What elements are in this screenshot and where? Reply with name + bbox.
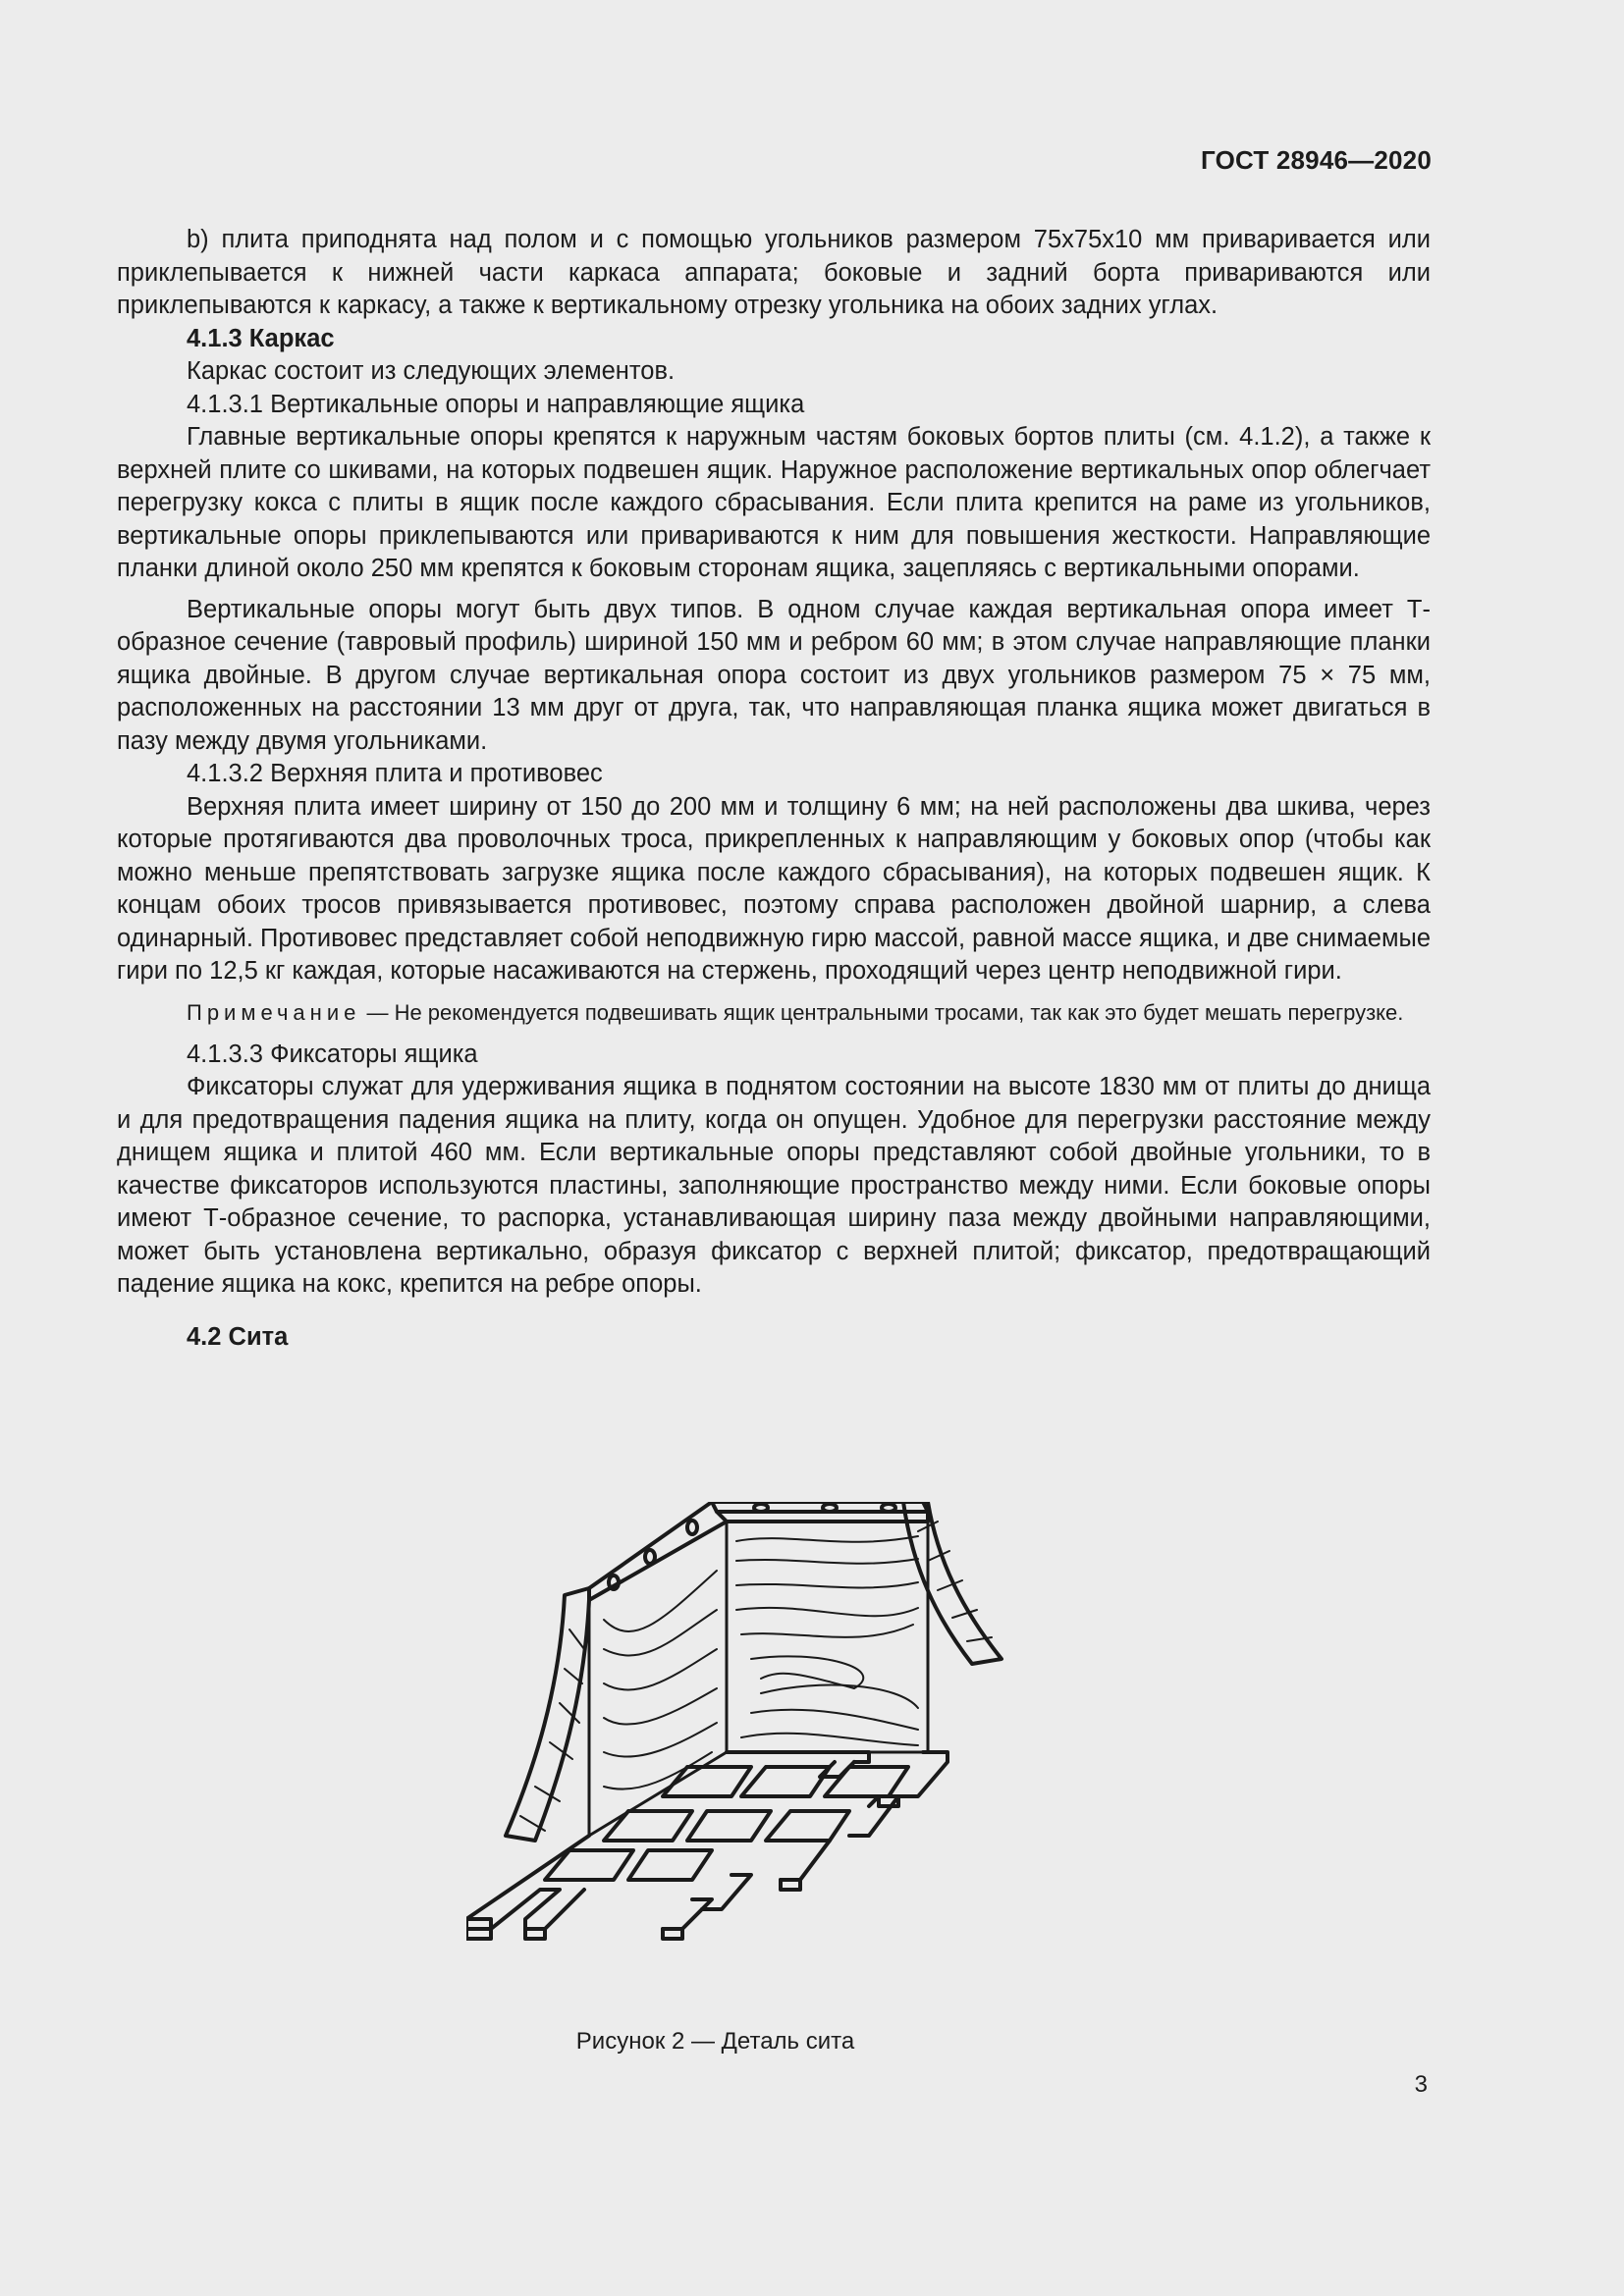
note-text: — Не рекомендуется подвешивать ящик центральными тросами, так как это будет мешать перегрузке. <box>360 999 1404 1025</box>
paragraph-frame-intro: Каркас состоит из следующих элементов. <box>187 357 676 385</box>
document-header: ГОСТ 28946—2020 <box>1201 145 1432 175</box>
heading-4-1-3-2: 4.1.3.2 Верхняя плита и противовес <box>187 760 603 787</box>
grid-opening <box>825 1767 908 1796</box>
grid-opening <box>741 1767 830 1796</box>
paragraph-top-plate: Верхняя плита имеет ширину от 150 до 200 мм и толщину 6 мм; на ней расположены два шкива, через которые протягиваются два проволочных троса, прикрепленных к направляющим у боковых опор (чтобы как можно меньше препятствовать загрузке ящика после каждого сбрасывания), на которых подвешен ящик. К концам обоих тросов привязывается противовес, поэтому справа расположен двойной шарнир, а слева одинарный. Противовес представляет собой неподвижную гирю массой, равной массе ящика, и две снимаемые гири по 12,5 кг каждая, которые насаживаются на стержень, проходящий через центр неподвижной гири. <box>117 792 1432 985</box>
grid-opening <box>628 1850 712 1880</box>
note-label: Примечание <box>187 999 361 1025</box>
heading-4-2: 4.2 Сита <box>187 1322 289 1351</box>
paragraph-b: b) плита приподнята над полом и с помощью угольников размером 75x75x10 мм приваривается или приклепывается к нижней части каркаса аппарата; боковые и задний борта привариваются или приклепываются к каркасу, а также к вертикальному отрезку угольника на обоих задних углах. <box>117 226 1431 319</box>
paragraph-vertical-supports: Главные вертикальные опоры крепятся к наружным частям боковых бортов плиты (см. 4.1.2), а также к верхней плите со шкивами, на которых подвешен ящик. Наружное расположение вертикальных опор облегчает перегрузку кокса с плиты в ящик после каждого сбрасывания. Если плита крепится на раме из угольников, вертикальные опоры приклепываются или привариваются к ним для повышения жесткости. Направляющие планки длиной около 250 мм крепятся к боковым сторонам ящика, зацепляясь с вертикальными опорами. <box>117 423 1431 582</box>
heading-4-1-3: 4.1.3 Каркас <box>187 324 335 352</box>
grid-opening <box>766 1811 849 1841</box>
paragraph-support-types: Вертикальные опоры могут быть двух типов. В одном случае каждая вертикальная опора имеет Т-образное сечение (тавровый профиль) шириной 150 мм и ребром 60 мм; в этом случае направляющие планки ящика двойные. В другом случае вертикальная опора состоит из двух угольников размером 75 × 75 мм, расположенных на расстоянии 13 мм друг от друга, так, что направляющая планка ящика может двигаться в пазу между двумя угольниками. <box>117 595 1431 755</box>
figure-caption: Рисунок 2 — Деталь сита <box>575 2028 855 2055</box>
note <box>117 998 1431 1027</box>
page-number: 3 <box>1414 2071 1428 2098</box>
paragraph-box-locks: Фиксаторы служат для удерживания ящика в поднятом состоянии на высоте 1830 мм от плиты до днища и для предотвращения падения ящика на плиту, когда он опущен. Удобное для перегрузки расстояние между днищем ящика и плитой 460 мм. Если вертикальные опоры представляют собой двойные угольники, то в качестве фиксаторов используются пластины, заполняющие пространство между ними. Если боковые опоры имеют Т-образное сечение, то распорка, устанавливающая ширину паза между двойными направляющими, может быть установлена вертикально, образуя фиксатор с верхней плитой; фиксатор, предотвращающий падение ящика на кокс, крепится на ребре опоры. <box>117 1073 1431 1298</box>
heading-4-1-3-1: 4.1.3.1 Вертикальные опоры и направляющие ящика <box>187 390 805 418</box>
grid-opening <box>604 1811 692 1841</box>
figure-caption-wrap <box>0 2028 1431 2056</box>
grid-opening <box>663 1767 751 1796</box>
heading-4-1-3-3: 4.1.3.3 Фиксаторы ящика <box>187 1040 478 1068</box>
grid-opening <box>687 1811 771 1841</box>
sieve-detail-figure <box>466 1502 1085 1993</box>
document-body <box>117 224 1431 1354</box>
floor-plate-top-edge <box>727 1752 869 1762</box>
left-brace <box>506 1588 589 1841</box>
